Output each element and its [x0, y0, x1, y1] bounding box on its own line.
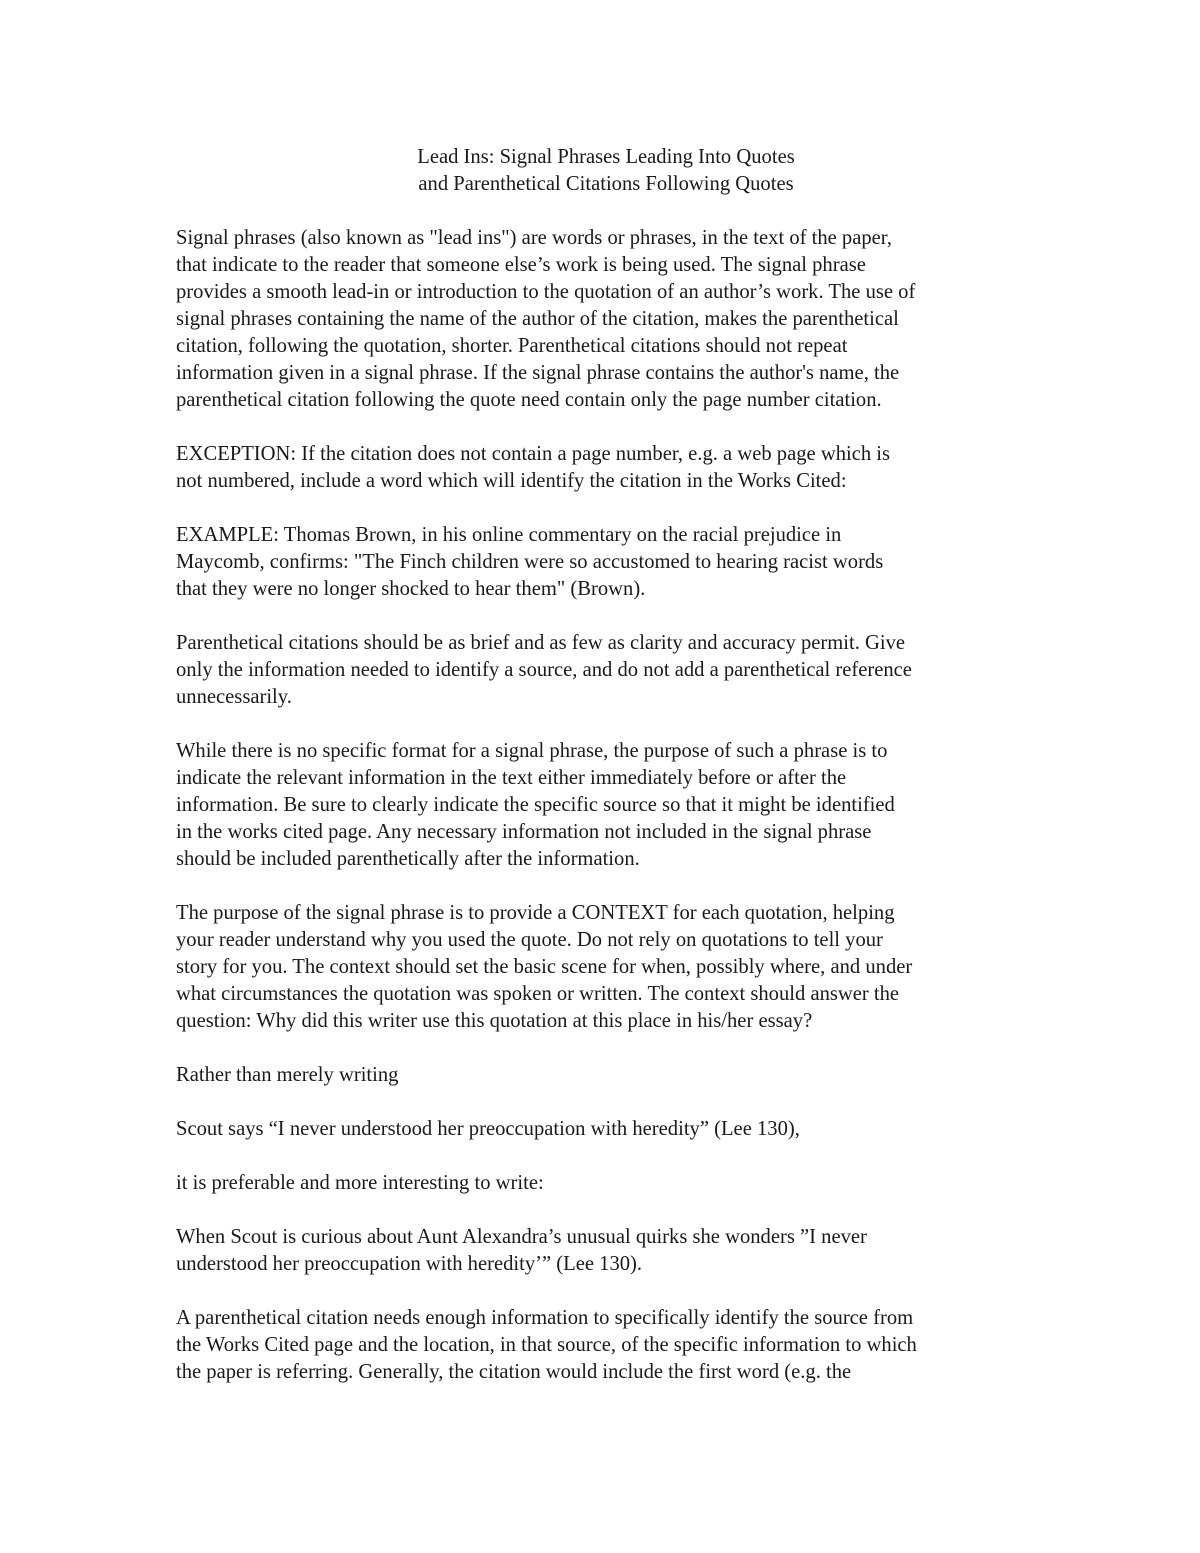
title-line-2: and Parenthetical Citations Following Quotes	[418, 173, 794, 195]
text-line: Maycomb, confirms: "The Finch children were so accustomed to hearing racist words	[176, 551, 884, 573]
paragraph	[176, 1224, 1036, 1278]
text-line: unnecessarily.	[176, 686, 292, 708]
text-line: Rather than merely writing	[176, 1064, 399, 1086]
text-line: Parenthetical citations should be as brief and as few as clarity and accuracy permit. Give	[176, 632, 906, 654]
text-line: your reader understand why you used the quote. Do not rely on quotations to tell your	[176, 929, 883, 951]
paragraph	[176, 1170, 1036, 1197]
text-line: story for you. The context should set the basic scene for when, possibly where, and under	[176, 956, 913, 978]
text-line: what circumstances the quotation was spoken or written. The context should answer the	[176, 983, 900, 1005]
text-line: Signal phrases (also known as "lead ins") are words or phrases, in the text of the paper,	[176, 227, 892, 249]
text-line: EXCEPTION: If the citation does not contain a page number, e.g. a web page which is	[176, 443, 891, 465]
text-line: The purpose of the signal phrase is to provide a CONTEXT for each quotation, helping	[176, 902, 895, 924]
text-line: parenthetical citation following the quote need contain only the page number citation.	[176, 389, 882, 411]
page-title	[176, 144, 1036, 198]
title-line-1: Lead Ins: Signal Phrases Leading Into Quotes	[417, 146, 795, 168]
text-line: When Scout is curious about Aunt Alexandra’s unusual quirks she wonders ”I never	[176, 1226, 867, 1248]
text-line: A parenthetical citation needs enough information to specifically identify the source from	[176, 1307, 914, 1329]
text-line: the Works Cited page and the location, in that source, of the specific information to which	[176, 1334, 917, 1356]
paragraph	[176, 630, 1036, 711]
paragraph	[176, 441, 1036, 495]
text-line: that indicate to the reader that someone else’s work is being used. The signal phrase	[176, 254, 866, 276]
paragraph	[176, 225, 1036, 414]
text-line: Scout says “I never understood her preoccupation with heredity” (Lee 130),	[176, 1118, 800, 1140]
text-line: information given in a signal phrase. If the signal phrase contains the author's name, the	[176, 362, 900, 384]
text-line: information. Be sure to clearly indicate the specific source so that it might be identified	[176, 794, 895, 816]
text-line: While there is no specific format for a signal phrase, the purpose of such a phrase is to	[176, 740, 888, 762]
text-line: that they were no longer shocked to hear them" (Brown).	[176, 578, 646, 600]
text-line: should be included parenthetically after the information.	[176, 848, 640, 870]
text-line: provides a smooth lead-in or introduction to the quotation of an author’s work. The use of	[176, 281, 916, 303]
text-line: understood her preoccupation with heredity’” (Lee 130).	[176, 1253, 643, 1275]
text-line: citation, following the quotation, shorter. Parenthetical citations should not repeat	[176, 335, 848, 357]
text-line: the paper is referring. Generally, the citation would include the first word (e.g. the	[176, 1361, 852, 1383]
text-line: indicate the relevant information in the text either immediately before or after the	[176, 767, 847, 789]
text-line: signal phrases containing the name of the author of the citation, makes the parenthetical	[176, 308, 899, 330]
paragraph	[176, 900, 1036, 1035]
paragraph	[176, 1062, 1036, 1089]
text-line: EXAMPLE: Thomas Brown, in his online commentary on the racial prejudice in	[176, 524, 842, 546]
text-line: not numbered, include a word which will identify the citation in the Works Cited:	[176, 470, 847, 492]
paragraph	[176, 1305, 1036, 1386]
paragraph	[176, 1116, 1036, 1143]
text-line: it is preferable and more interesting to write:	[176, 1172, 544, 1194]
document-body	[176, 144, 1036, 1413]
text-line: only the information needed to identify a source, and do not add a parenthetical reference	[176, 659, 912, 681]
paragraph	[176, 522, 1036, 603]
text-line: question: Why did this writer use this quotation at this place in his/her essay?	[176, 1010, 813, 1032]
paragraph-list	[176, 225, 1036, 1386]
text-line: in the works cited page. Any necessary information not included in the signal phrase	[176, 821, 872, 843]
paragraph	[176, 738, 1036, 873]
